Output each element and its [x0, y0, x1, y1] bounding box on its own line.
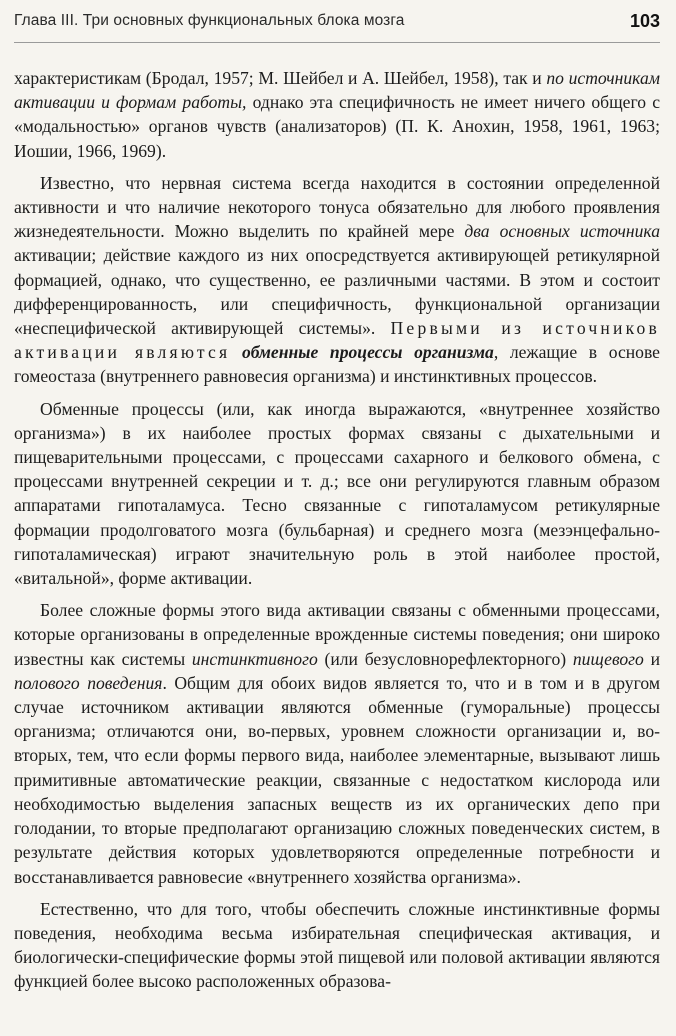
italic-run: два основных источника: [464, 221, 661, 242]
italic-run: по источникам активации и формам работы,: [14, 68, 660, 113]
text-run: характеристикам (Бродал, 1957; М. Шейбел и А. Шейбел, 1958), так и: [14, 68, 547, 88]
spaced-emphasis-run: Первыми из источников активации являются: [14, 318, 661, 363]
text-run: Естественно, что для того, чтобы обеспечить сложные инстинктивные формы поведения, необходима весьма избирательная специфическая активация, и биологически-специфические формы этой пищевой или половой активации являются функцией более высоко расположенных образова-: [14, 898, 660, 992]
running-header: [14, 4, 660, 38]
paragraph-1: [14, 66, 660, 163]
text-run: однако эта специфичность не имеет ничего общего с «модальностью» органов чувств (анализаторов) (П. К. Анохин, 1958, 1961, 1963; Иошии, 1966, 1969).: [14, 92, 661, 161]
header-divider: [14, 42, 660, 43]
text-run: (или безусловнорефлекторного): [317, 648, 573, 669]
text-run: и: [643, 648, 660, 669]
text-run: Известно, что нервная система всегда находится в состоянии определенной активности и что наличие некоторого тонуса обязательно для любого проявления жизнедеятельности. Можно выделить по крайней мере: [14, 172, 660, 242]
bold-italic-run: обменные процессы организма: [241, 342, 494, 363]
text-run: активации; действие каждого из них опосредствуется активирующей ретикулярной формацией, однако, что существенно, ее различными частями. В этом и состоит дифференцированность, или специфичность, функциональной организации «неспецифической активирующей системы».: [14, 245, 660, 339]
text-run: Обменные процессы (или, как иногда выражаются, «внутреннее хозяйство организма») в их наиболее простых формах связаны с дыхательными и пищеварительными процессами, с процессами сахарного и белкового обмена, с процессами внутренней секреции и т. д.; все они регулируются главным образом аппаратами гипоталамуса. Тесно связанные с гипоталамусом ретикулярные формации продолговатого мозга (бульбарная) и среднего мозга (мезэнцефально-гипоталамическая) играют значительную роль в этой наиболее простой, «витальной», форме активации.: [14, 398, 660, 589]
text-run: [230, 342, 242, 362]
paragraph-2: [14, 171, 660, 389]
italic-run: полового поведения: [14, 672, 163, 693]
text-run: . Общим для обоих видов является то, что и в том и в другом случае источником активации являются обменные (гуморальные) процессы организма; отличаются они, во-первых, уровнем сложности организации и, во-вторых, тем, что если формы первого вида, наиболее элементарные, вызывают лишь примитивные автоматические реакции, связанные с недостатком кислорода или необходимостью выделения запасных веществ из их органических депо при голодании, то вторые предполагают организацию сложных поведенческих систем, в результате действия которых удовлетворяются определенные потребности и восстанавливается равновесие «внутреннего хозяйства организма».: [14, 672, 660, 887]
paragraph-4: [14, 598, 660, 888]
italic-run: пищевого: [572, 648, 644, 669]
text-run: , лежащие в основе гомеостаза (внутреннего равновесия организма) и инстинктивных процессов.: [14, 342, 660, 387]
paragraph-5: [14, 897, 660, 994]
page-number: 103: [629, 10, 660, 31]
text-run: Более сложные формы этого вида активации связаны с обменными процессами, которые организованы в определенные врожденные системы поведения; они широко известны как системы: [14, 600, 660, 669]
chapter-title: Глава III. Три основных функциональных блока мозга: [14, 12, 405, 29]
italic-run: инстинктивного: [191, 648, 318, 669]
body-text: [14, 66, 660, 994]
paragraph-3: [14, 397, 660, 591]
